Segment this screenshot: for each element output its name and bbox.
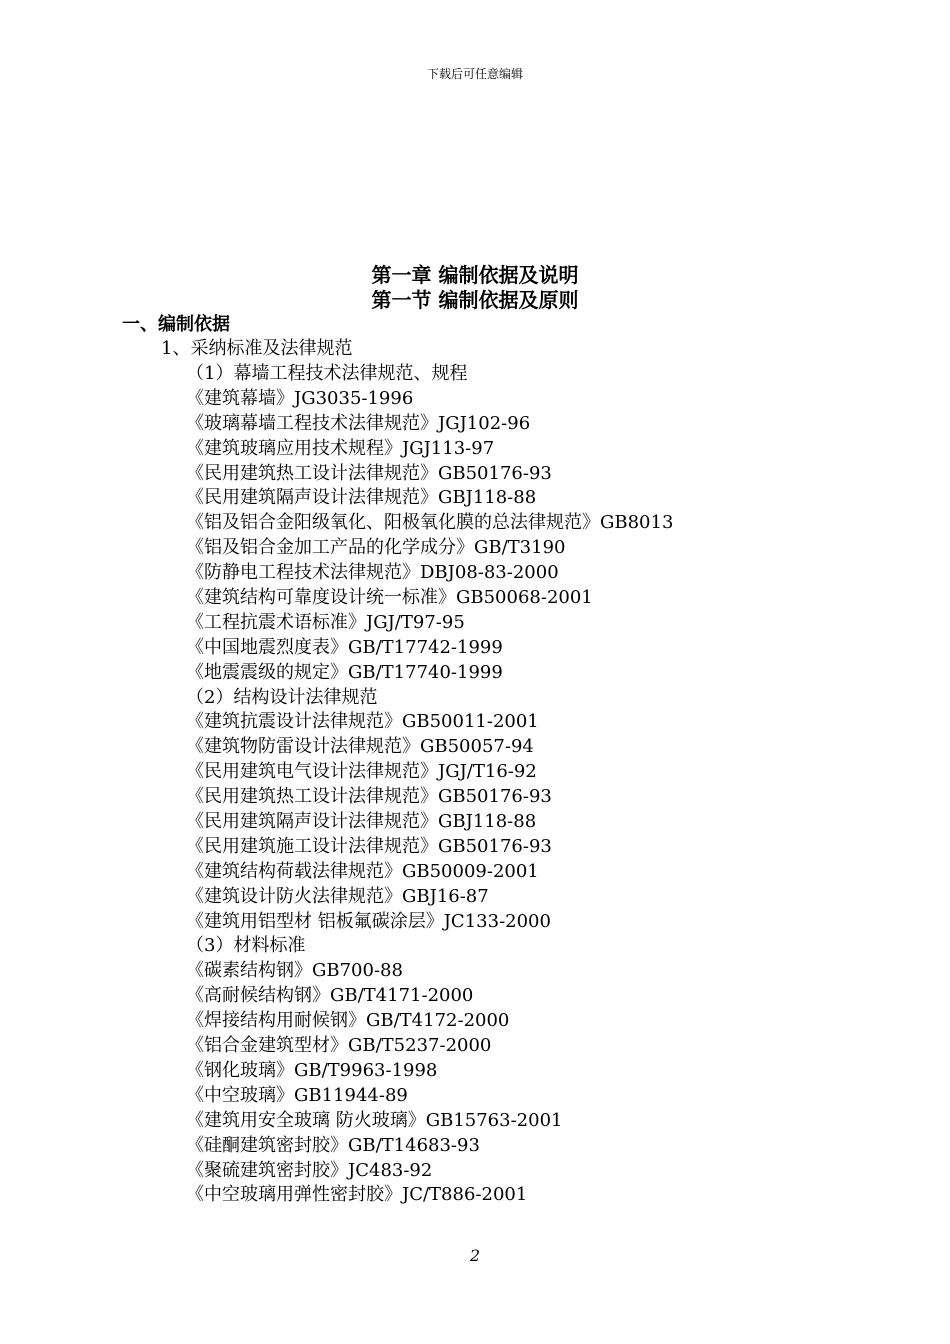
list-item: 《工程抗震术语标准》JGJ/T97-95	[186, 611, 465, 633]
list-item: 《中国地震烈度表》GB/T17742-1999	[186, 636, 503, 658]
list-item: （3）材料标准	[186, 935, 306, 957]
list-item: 《焊接结构用耐候钢》GB/T4172-2000	[186, 1010, 510, 1032]
list-item: 《民用建筑热工设计法律规范》GB50176-93	[186, 786, 552, 808]
list-item: （2）结构设计法律规范	[186, 686, 378, 708]
chapter-title: 第一章 编制依据及说明	[371, 263, 579, 287]
list-item: 《民用建筑热工设计法律规范》GB50176-93	[186, 462, 552, 484]
list-item: 《硅酮建筑密封胶》GB/T14683-93	[186, 1134, 480, 1156]
list-item: 《民用建筑隔声设计法律规范》GBJ118-88	[186, 811, 537, 833]
heading-standards: 1、采纳标准及法律规范	[161, 338, 353, 359]
list-item: 《中空玻璃用弹性密封胶》JC/T886-2001	[186, 1184, 528, 1206]
list-item: 《钢化玻璃》GB/T9963-1998	[186, 1059, 438, 1081]
standards-list	[186, 362, 673, 1208]
list-item: 《建筑设计防火法律规范》GBJ16-87	[186, 885, 489, 907]
list-item: 《碳素结构钢》GB700-88	[186, 960, 403, 982]
list-item: 《建筑结构可靠度设计统一标准》GB50068-2001	[186, 587, 593, 609]
list-item: 《建筑玻璃应用技术规程》JGJ113-97	[186, 437, 495, 459]
list-item: 《中空玻璃》GB11944-89	[186, 1084, 408, 1106]
list-item: 《聚硫建筑密封胶》JC483-92	[186, 1159, 433, 1181]
list-item: 《民用建筑隔声设计法律规范》GBJ118-88	[186, 487, 537, 509]
list-item: 《玻璃幕墙工程技术法律规范》JGJ102-96	[186, 412, 531, 434]
list-item: 《建筑结构荷载法律规范》GB50009-2001	[186, 860, 539, 882]
list-item: （1）幕墙工程技术法律规范、规程	[186, 363, 468, 384]
heading-compilation-basis: 一、编制依据	[122, 314, 230, 335]
page-number: 2	[469, 1246, 481, 1265]
list-item: 《民用建筑电气设计法律规范》JGJ/T16-92	[186, 761, 537, 783]
list-item: 《建筑幕墙》JG3035-1996	[186, 387, 414, 409]
list-item: 《铝及铝合金阳级氧化、阳极氧化膜的总法律规范》GB8013	[186, 512, 674, 534]
list-item: 《防静电工程技术法律规范》DBJ08-83-2000	[186, 562, 559, 584]
list-item: 《建筑用铝型材 铝板氟碳涂层》JC133-2000	[186, 910, 551, 932]
page-header: 下载后可任意编辑	[426, 67, 523, 81]
list-item: 《建筑抗震设计法律规范》GB50011-2001	[186, 711, 539, 733]
list-item: 《建筑用安全玻璃 防火玻璃》GB15763-2001	[186, 1109, 563, 1131]
list-item: 《建筑物防雷设计法律规范》GB50057-94	[186, 736, 534, 758]
section-title: 第一节 编制依据及原则	[371, 288, 579, 312]
list-item: 《高耐候结构钢》GB/T4171-2000	[186, 985, 474, 1007]
list-item: 《地震震级的规定》GB/T17740-1999	[186, 661, 503, 683]
list-item: 《铝合金建筑型材》GB/T5237-2000	[186, 1035, 492, 1057]
list-item: 《铝及铝合金加工产品的化学成分》GB/T3190	[186, 537, 566, 559]
list-item: 《民用建筑施工设计法律规范》GB50176-93	[186, 835, 552, 857]
